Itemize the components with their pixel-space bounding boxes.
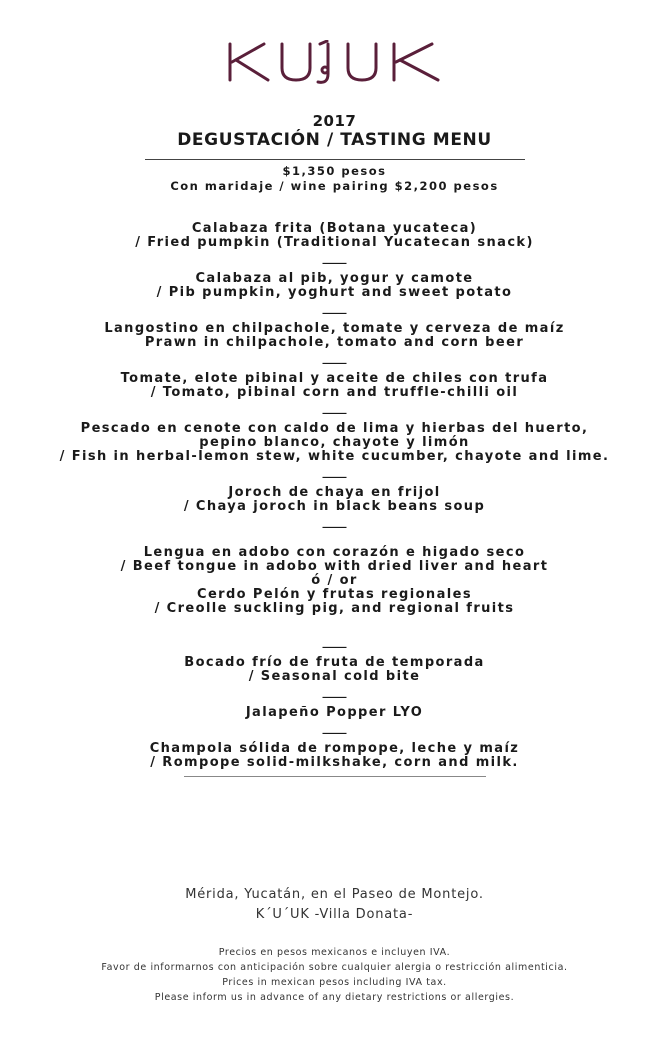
- course-separator: ____: [322, 464, 347, 478]
- wine-pairing-price: Con maridaje / wine pairing $2,200 pesos: [170, 179, 499, 193]
- course-item: [0, 706, 669, 720]
- course-line: Jalapeño Popper LYO: [245, 705, 424, 720]
- course-separator: ____: [322, 350, 347, 364]
- course-line: / Beef tongue in adobo with dried liver and heart: [120, 559, 549, 574]
- fine-print: [0, 945, 669, 1005]
- course-line: Cerdo Pelón y frutas regionales: [197, 587, 472, 602]
- course-item: [0, 322, 669, 350]
- menu-end-rule: [184, 776, 486, 777]
- location-line: Mérida, Yucatán, en el Paseo de Montejo.: [185, 887, 484, 902]
- note-line: Precios en pesos mexicanos e incluyen IVA.: [218, 947, 451, 958]
- header-rule: [145, 159, 525, 160]
- course-line: Pescado en cenote con caldo de lima y hierbas del huerto,: [80, 421, 589, 436]
- course-item: [0, 422, 669, 464]
- course-item: [0, 486, 669, 514]
- course-line: Lengua en adobo con corazón e higado seco: [143, 545, 526, 560]
- course-line: ó / or: [311, 573, 358, 588]
- course-line: / Chaya joroch in black beans soup: [183, 499, 486, 514]
- course-separator: ____: [322, 400, 347, 414]
- course-line: Langostino en chilpachole, tomate y cerveza de maíz: [104, 321, 565, 336]
- menu-price: $1,350 pesos: [282, 164, 387, 178]
- course-line: Champola sólida de rompope, leche y maíz: [149, 741, 520, 756]
- footer: [0, 885, 669, 925]
- course-item: [0, 272, 669, 300]
- course-line: Tomate, elote pibinal y aceite de chiles con trufa: [120, 371, 549, 386]
- course-line: / Rompope solid-milkshake, corn and milk.: [150, 755, 519, 770]
- venue-line: K´U´UK -Villa Donata-: [255, 907, 414, 922]
- course-line: Calabaza frita (Botana yucateca): [191, 221, 478, 236]
- course-line: / Seasonal cold bite: [248, 669, 421, 684]
- course-line: / Creolle suckling pig, and regional fruits: [154, 601, 515, 616]
- course-line: / Tomato, pibinal corn and truffle-chilli oil: [150, 385, 519, 400]
- course-line: Joroch de chaya en frijol: [228, 485, 441, 500]
- course-line: / Pib pumpkin, yoghurt and sweet potato: [156, 285, 513, 300]
- course-list: [0, 222, 669, 777]
- note-line: Prices in mexican pesos including IVA tax.: [222, 977, 447, 988]
- kuuk-logo-mark: [224, 40, 446, 84]
- course-item: [0, 656, 669, 684]
- course-line: / Fried pumpkin (Traditional Yucatecan snack): [135, 235, 534, 250]
- note-line: Favor de informarnos con anticipación sobre cualquier alergia o restricción alimenticia.: [101, 962, 568, 973]
- course-item: [0, 742, 669, 770]
- restaurant-logo: [0, 40, 669, 84]
- course-line: / Fish in herbal-lemon stew, white cucumber, chayote and lime.: [59, 449, 610, 464]
- course-separator: ____: [322, 250, 347, 264]
- menu-title: DEGUSTACIÓN / TASTING MENU: [177, 130, 492, 150]
- course-item: [0, 222, 669, 250]
- course-line: Bocado frío de fruta de temporada: [184, 655, 485, 670]
- note-line: Please inform us in advance of any dietary restrictions or allergies.: [154, 992, 515, 1003]
- course-separator: ____: [322, 720, 347, 734]
- course-line: Prawn in chilpachole, tomato and corn beer: [144, 335, 525, 350]
- course-item: [0, 546, 669, 616]
- menu-year: 2017: [312, 112, 357, 130]
- course-item: [0, 372, 669, 400]
- course-separator: ____: [322, 634, 347, 648]
- course-line: pepino blanco, chayote y limón: [199, 435, 470, 450]
- course-separator: ____: [322, 300, 347, 314]
- course-separator: ____: [322, 514, 347, 528]
- menu-header: [0, 112, 669, 194]
- course-separator: ____: [322, 684, 347, 698]
- course-line: Calabaza al pib, yogur y camote: [195, 271, 474, 286]
